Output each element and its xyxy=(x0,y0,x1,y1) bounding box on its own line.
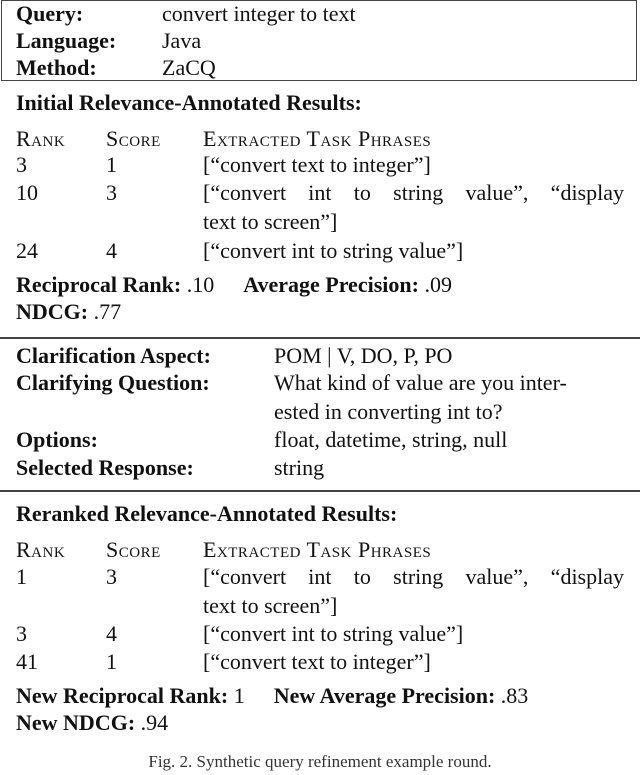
query-value: convert integer to text xyxy=(162,1,356,26)
initial-results-title: Initial Relevance-Annotated Results: xyxy=(16,90,362,115)
rank-cell: 3 xyxy=(16,621,27,646)
figure-caption: Fig. 2. Synthetic query refinement example round. xyxy=(148,752,492,771)
phrases-header: Extracted Task Phrases xyxy=(203,126,432,151)
selected-response-label: Selected Response: xyxy=(16,455,194,480)
clarification-aspect-label: Clarification Aspect: xyxy=(16,343,211,368)
language-value: Java xyxy=(162,28,202,53)
score-header: Score xyxy=(106,126,161,151)
new-ndcg-label: New NDCG: xyxy=(16,710,136,735)
clarification-aspect-value: POM | V, DO, P, PO xyxy=(274,343,453,368)
rank-cell: 41 xyxy=(16,649,38,674)
selected-response-value: string xyxy=(274,455,325,480)
divider xyxy=(0,490,640,492)
score-cell: 3 xyxy=(106,180,117,205)
phrases-cell: [“convert text to integer”] xyxy=(203,649,431,674)
method-value: ZaCQ xyxy=(162,55,216,80)
ap-value: .09 xyxy=(424,272,452,297)
method-row xyxy=(16,54,216,81)
query-label: Query: xyxy=(16,1,84,26)
ndcg-label: NDCG: xyxy=(16,299,89,324)
language-label: Language: xyxy=(16,28,117,53)
score-cell: 4 xyxy=(106,238,117,263)
score-header: Score xyxy=(106,537,161,562)
new-ndcg-value: .94 xyxy=(140,710,169,735)
rank-cell: 10 xyxy=(16,180,38,205)
reranked-metrics-line1 xyxy=(16,682,528,709)
reranked-results-title: Reranked Relevance-Annotated Results: xyxy=(16,501,398,526)
rr-label: Reciprocal Rank: xyxy=(16,272,182,297)
rr-value: .10 xyxy=(186,272,215,297)
score-cell: 4 xyxy=(106,621,117,646)
phrases-cell: [“convert int to string value”, “display xyxy=(203,564,624,589)
new-ap-label: New Average Precision: xyxy=(273,683,496,708)
initial-metrics-line2 xyxy=(16,298,121,325)
clarifying-question-line1: What kind of value are you inter- xyxy=(274,370,567,395)
rank-cell: 1 xyxy=(16,564,27,589)
new-rr-value: 1 xyxy=(233,683,245,708)
rank-header: Rank xyxy=(16,126,66,151)
initial-metrics-line1 xyxy=(16,271,452,298)
rank-header: Rank xyxy=(16,537,66,562)
score-cell: 1 xyxy=(106,152,117,177)
rank-cell: 24 xyxy=(16,238,38,263)
score-cell: 3 xyxy=(106,564,117,589)
options-label: Options: xyxy=(16,427,98,452)
method-label: Method: xyxy=(16,55,97,80)
new-rr-label: New Reciprocal Rank: xyxy=(16,683,229,708)
query-row xyxy=(16,0,356,27)
divider xyxy=(0,337,640,339)
ndcg-value: .77 xyxy=(93,299,122,324)
phrases-cell-continued: text to screen”] xyxy=(203,209,338,234)
options-value: float, datetime, string, null xyxy=(274,427,508,452)
new-ap-value: .83 xyxy=(500,683,529,708)
clarifying-question-label: Clarifying Question: xyxy=(16,370,210,395)
phrases-header: Extracted Task Phrases xyxy=(203,537,432,562)
clarifying-question-line2: ested in converting int to? xyxy=(274,399,503,424)
phrases-cell: [“convert int to string value”] xyxy=(203,621,464,646)
phrases-cell: [“convert int to string value”, “display xyxy=(203,180,624,205)
ap-label: Average Precision: xyxy=(243,272,419,297)
phrases-cell: [“convert text to integer”] xyxy=(203,152,431,177)
reranked-metrics-line2 xyxy=(16,709,168,736)
language-row xyxy=(16,27,201,54)
rank-cell: 3 xyxy=(16,152,27,177)
phrases-cell-continued: text to screen”] xyxy=(203,593,338,618)
score-cell: 1 xyxy=(106,649,117,674)
phrases-cell: [“convert int to string value”] xyxy=(203,238,464,263)
